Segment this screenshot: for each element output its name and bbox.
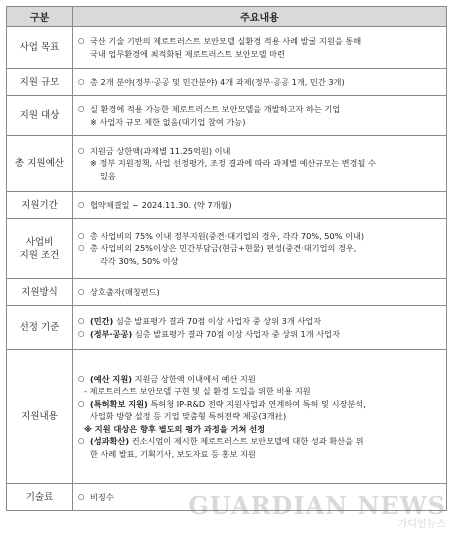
selection-private-tag: (민간)	[90, 316, 114, 327]
content-patent-note: ※ 지원 대상은 향후 별도의 평가 과정을 거쳐 선정	[84, 423, 266, 434]
row-content-budget	[73, 136, 447, 192]
scale-text: 총 2개 분야(정부·공공 및 민간분야) 4개 과제(정부·공공 1개, 민간 3개)	[90, 76, 345, 87]
condition-text-2: 총 사업비의 25%이상은 민간부담금(현금+현물) 편성(중견·대기업의 경우,	[90, 243, 357, 254]
content-patent-tag: (특허확보 지원)	[90, 398, 148, 409]
bullet-circle-icon: ○	[78, 199, 85, 209]
table-row	[7, 219, 447, 279]
row-content-goal	[73, 27, 447, 69]
bullet-item	[78, 398, 442, 423]
table-row	[7, 27, 447, 69]
bullet-item	[78, 145, 442, 157]
bullet-item	[78, 35, 442, 60]
bullet-item	[78, 199, 442, 211]
row-content-scale	[73, 69, 447, 96]
bullet-circle-icon: ○	[78, 104, 85, 114]
row-content-target	[73, 96, 447, 136]
table-row	[7, 279, 447, 306]
goal-text-cont: 국내 업무환경에 최적화된 제로트러스트 보안모델 마련	[90, 48, 285, 59]
table-header-row	[7, 7, 447, 27]
bullet-circle-icon: ○	[78, 491, 85, 501]
target-text: 실 환경에 적용 가능한 제로트러스트 보안모델을 개발하고자 하는 기업	[90, 104, 341, 115]
bullet-circle-icon: ○	[78, 374, 85, 384]
table-row	[7, 306, 447, 350]
selection-public-text: 심층 발표평가 결과 70점 이상 사업자 중 상위 1개 사업자	[132, 328, 340, 339]
support-program-table	[6, 6, 447, 511]
row-label-period: 지원기간	[7, 192, 73, 219]
content-budget-text: 지원금 상한액 이내에서 예산 지원	[131, 374, 256, 385]
row-label-selection: 선정 기준	[7, 306, 73, 350]
content-budget-tag: (예산 지원)	[90, 374, 132, 385]
row-label-condition	[7, 219, 73, 279]
method-text: 상호출자(매칭펀드)	[90, 286, 160, 297]
table-row	[7, 69, 447, 96]
bullet-circle-icon: ○	[78, 230, 85, 240]
table-row	[7, 192, 447, 219]
period-text: 협약체결일 ~ 2024.11.30. (약 7개월)	[90, 199, 232, 210]
bullet-item	[78, 230, 442, 242]
bullet-circle-icon: ○	[78, 398, 85, 408]
row-content-method	[73, 279, 447, 306]
row-label-budget: 총 지원예산	[7, 136, 73, 192]
table-row	[7, 350, 447, 484]
target-note: ※ 사업자 규모 제한 없음(대기업 참여 가능)	[90, 116, 246, 127]
bullet-circle-icon: ○	[78, 436, 85, 446]
bullet-circle-icon: ○	[78, 36, 85, 46]
header-category: 구분	[7, 7, 73, 27]
bullet-circle-icon: ○	[78, 243, 85, 253]
content-spread-text-cont: 한 사례 발표, 기획기사, 보도자료 등 홍보 지원	[90, 448, 256, 459]
selection-private-text: 심층 발표평가 결과 70점 이상 사업자 중 상위 3개 사업자	[113, 316, 322, 327]
bullet-item	[78, 76, 442, 88]
bullet-item	[78, 103, 442, 115]
bullet-item	[78, 242, 442, 267]
condition-text-2-cont: 각각 30%, 50% 이상	[100, 255, 179, 266]
content-spread-tag: (성과확산)	[90, 436, 130, 447]
watermark-main-text: GUARDIAN NEWS	[188, 491, 446, 520]
row-content-condition	[73, 219, 447, 279]
table-row	[7, 96, 447, 136]
bullet-item	[78, 286, 442, 298]
row-label-content: 지원내용	[7, 350, 73, 484]
row-content-period	[73, 192, 447, 219]
row-content-content	[73, 350, 447, 484]
content-spread-text: 컨소시엄이 제시한 제로트러스트 보안모델에 대한 성과 확산을 위	[129, 436, 364, 447]
bullet-circle-icon: ○	[78, 76, 85, 86]
watermark-sub-text: 가디언뉴스	[397, 519, 446, 530]
condition-label-line2: 지원 조건	[19, 249, 60, 261]
support-table-container	[6, 6, 446, 511]
content-patent-text: 특허청 IP-R&D 전략 지원사업과 연계하여 특허 및 시장분석,	[147, 398, 366, 409]
bullet-item	[78, 435, 442, 460]
content-budget-detail: - 제로트러스트 보안모델 구현 및 실 환경 도입을 위한 비용 지원	[84, 386, 311, 397]
bullet-item	[78, 373, 442, 385]
budget-text: 지원금 상한액(과제별 11.25억원) 이내	[90, 145, 231, 156]
condition-label-line1: 사업비	[25, 236, 54, 248]
row-label-scale: 지원 규모	[7, 69, 73, 96]
bullet-circle-icon: ○	[78, 145, 85, 155]
row-label-target: 지원 대상	[7, 96, 73, 136]
budget-note-cont: 있음	[100, 170, 116, 181]
bullet-item	[78, 315, 442, 327]
header-main-content: 주요내용	[73, 7, 447, 27]
budget-note: ※ 정부 지원정책, 사업 선정평가, 조정 결과에 따라 과제별 예산규모는 변경될 수	[90, 158, 376, 169]
row-content-selection	[73, 306, 447, 350]
table-row	[7, 136, 447, 192]
bullet-item	[78, 491, 442, 503]
bullet-circle-icon: ○	[78, 286, 85, 296]
row-content-royalty	[73, 484, 447, 511]
goal-text: 국산 기술 기반의 제로트러스트 보안모델 실환경 적용 사례 발굴 지원을 통해	[90, 36, 362, 47]
condition-text-1: 총 사업비의 75% 이내 정부지원(중견·대기업의 경우, 각각 70%, 50% 이내)	[90, 230, 365, 241]
content-patent-text-cont: 사업화 방향 설정 등 기업 맞춤형 특허전략 제공(3개社)	[90, 411, 287, 422]
bullet-item	[78, 328, 442, 340]
royalty-text: 비징수	[90, 491, 114, 502]
row-label-method: 지원방식	[7, 279, 73, 306]
row-label-royalty: 기술료	[7, 484, 73, 511]
table-row	[7, 484, 447, 511]
bullet-circle-icon: ○	[78, 328, 85, 338]
bullet-circle-icon: ○	[78, 316, 85, 326]
selection-public-tag: (정부·공공)	[90, 328, 133, 339]
row-label-goal: 사업 목표	[7, 27, 73, 69]
